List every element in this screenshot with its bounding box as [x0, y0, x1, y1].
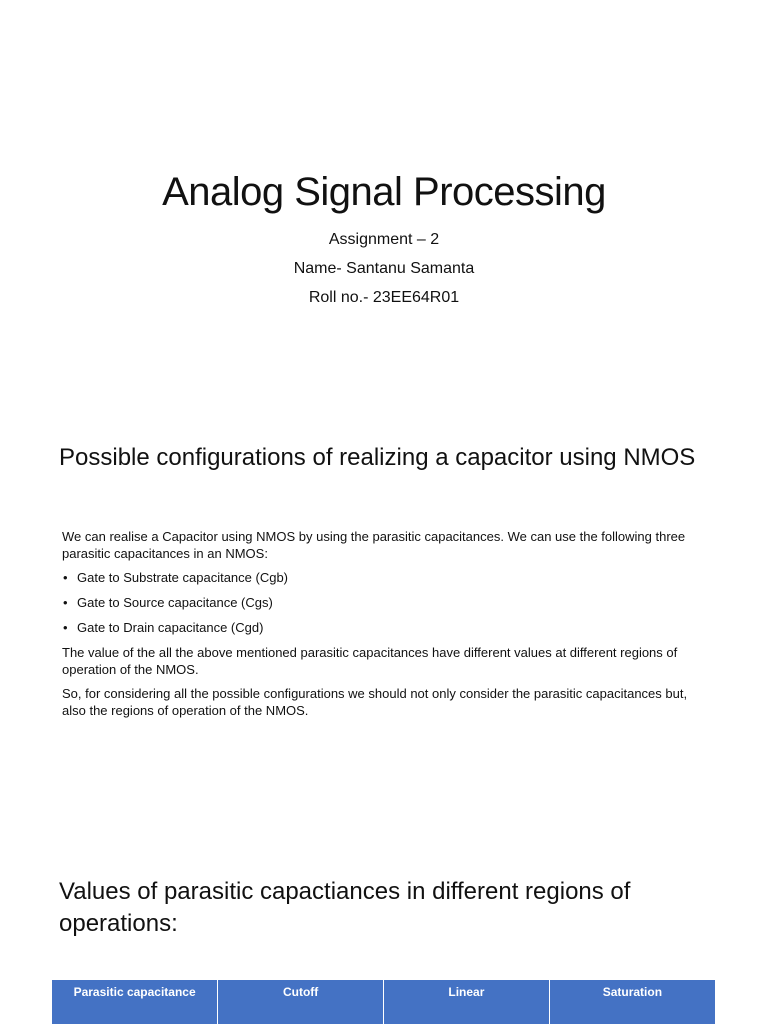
- column-header-cutoff: Cutoff: [218, 980, 384, 1024]
- list-item: [62, 570, 712, 587]
- column-header-parasitic-capacitance: Parasitic capacitance: [52, 980, 218, 1024]
- regions-paragraph: The value of the all the above mentioned parasitic capacitances have different values at different regions of operation of the NMOS.: [62, 645, 678, 677]
- assignment-label: Assignment – 2: [328, 231, 440, 248]
- list-item-text: Gate to Substrate capacitance (Cgb): [77, 570, 289, 585]
- bullet-icon: •: [63, 570, 68, 585]
- section-title-values: Values of parasitic capactiances in different regions of operations:: [59, 878, 631, 937]
- column-header-linear: Linear: [384, 980, 550, 1024]
- table-header-row: [52, 980, 715, 1024]
- document-title: Analog Signal Processing: [162, 170, 606, 214]
- intro-paragraph: We can realise a Capacitor using NMOS by using the parasitic capacitances. We can use the following three parasitic capacitances in an NMOS:: [62, 529, 686, 561]
- bullet-icon: •: [63, 620, 68, 635]
- capacitance-table-container: [52, 980, 715, 1024]
- section-title-configurations: Possible configurations of realizing a capacitor using NMOS: [59, 444, 696, 471]
- bullet-icon: •: [63, 595, 68, 610]
- column-header-saturation: Saturation: [549, 980, 715, 1024]
- capacitance-list: [62, 570, 712, 637]
- roll-number: Roll no.- 23EE64R01: [308, 289, 460, 306]
- author-name: Name- Santanu Samanta: [293, 260, 475, 277]
- list-item-text: Gate to Drain capacitance (Cgd): [77, 620, 264, 635]
- capacitance-table: [52, 980, 715, 1024]
- list-item-text: Gate to Source capacitance (Cgs): [77, 595, 273, 610]
- list-item: [62, 620, 712, 637]
- section-body-configurations: [62, 529, 712, 727]
- configurations-paragraph: So, for considering all the possible configurations we should not only consider the parasitic capacitances but, also the regions of operation of the NMOS.: [62, 686, 688, 718]
- list-item: [62, 595, 712, 612]
